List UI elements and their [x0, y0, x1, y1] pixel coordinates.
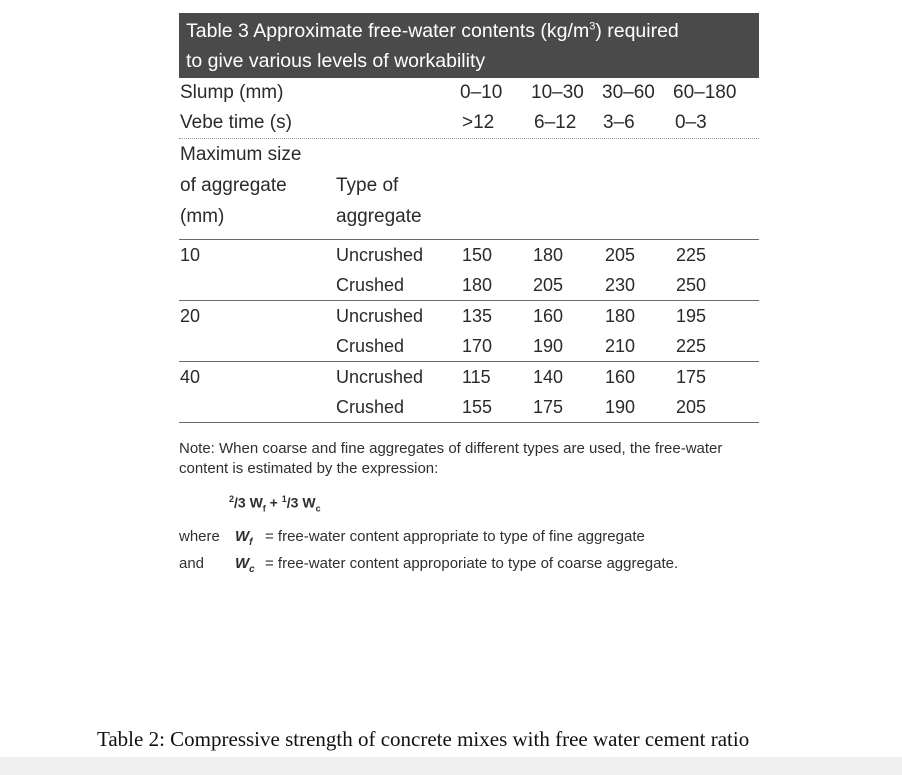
vebe-value: 0–3: [675, 112, 707, 133]
definition-wf: [179, 526, 759, 553]
vebe-value: 6–12: [534, 112, 577, 133]
table-row: [179, 301, 759, 331]
row-value: 195: [676, 306, 707, 326]
header-size-line: Maximum size: [180, 144, 302, 165]
title-text-part2: ) required: [595, 20, 679, 42]
row-value: 115: [462, 367, 491, 387]
definition-wc: [179, 553, 759, 580]
formula-part: /3 W: [286, 494, 316, 511]
row-value: 210: [605, 336, 636, 356]
footer-band: [0, 757, 902, 775]
title-superscript: 3: [589, 20, 596, 33]
wf-description: = free-water content appropriate to type of fine aggregate: [265, 528, 645, 546]
table-note: [179, 439, 759, 580]
table-row: [179, 240, 759, 270]
wc-description: = free-water content approporiate to type of coarse aggregate.: [265, 555, 679, 573]
where-word: where: [179, 528, 220, 546]
row-type: Crushed: [336, 397, 405, 417]
row-value: 250: [676, 275, 707, 295]
note-formula: [229, 489, 759, 518]
vebe-label: Vebe time (s): [180, 112, 292, 133]
row-value: 160: [533, 306, 564, 326]
and-word: and: [179, 555, 205, 573]
header-type-line: Type of: [336, 175, 399, 196]
row-value: 170: [462, 336, 493, 356]
formula-part: +: [265, 494, 282, 511]
vebe-row: [179, 108, 759, 139]
row-value: 190: [533, 336, 564, 356]
slump-value: 0–10: [460, 82, 503, 103]
formula-part: f: [262, 503, 266, 514]
row-value: 225: [676, 336, 707, 356]
wf-symbol-letter: W: [235, 528, 250, 546]
slump-label: Slump (mm): [180, 82, 284, 103]
table-body: [179, 240, 759, 423]
slump-value: 10–30: [531, 82, 584, 103]
row-size: 10: [180, 245, 201, 265]
table-title: [179, 13, 759, 78]
wc-symbol-sub: c: [249, 564, 255, 576]
row-size: 20: [180, 306, 201, 326]
table-row: [179, 392, 759, 423]
row-value: 205: [533, 275, 564, 295]
column-headers: [179, 139, 759, 240]
row-value: 205: [605, 245, 636, 265]
title-text-part1: Table 3 Approximate free-water contents (kg/m: [186, 20, 590, 42]
row-value: 150: [462, 245, 493, 265]
row-type: Uncrushed: [336, 245, 424, 265]
slump-value: 60–180: [673, 82, 737, 103]
wc-symbol: [235, 553, 265, 580]
row-value: 155: [462, 397, 493, 417]
row-value: 205: [676, 397, 707, 417]
row-type: Uncrushed: [336, 367, 424, 387]
header-size-line: of aggregate: [180, 175, 287, 196]
row-value: 225: [676, 245, 707, 265]
header-size-line: (mm): [180, 206, 225, 227]
row-type: Uncrushed: [336, 306, 424, 326]
row-value: 140: [533, 367, 564, 387]
row-value: 180: [605, 306, 636, 326]
formula-part: /3 W: [234, 494, 263, 511]
wc-symbol-letter: W: [235, 555, 250, 573]
table-row: [179, 331, 759, 362]
table-row: [179, 270, 759, 301]
table-panel: [179, 13, 759, 580]
row-type: Crushed: [336, 336, 405, 356]
slump-value: 30–60: [602, 82, 655, 103]
figure-caption: Table 2: Compressive strength of concrete mixes with free water cement ratio: [97, 727, 750, 751]
formula-part: 1: [281, 494, 287, 504]
row-value: 135: [462, 306, 493, 326]
vebe-value: 3–6: [603, 112, 635, 133]
row-value: 175: [676, 367, 707, 387]
wf-symbol: [235, 526, 265, 553]
table-title-line1: [186, 16, 753, 46]
vebe-value: >12: [462, 112, 495, 133]
wf-symbol-sub: f: [249, 537, 253, 549]
row-value: 175: [533, 397, 564, 417]
note-text: Note: When coarse and fine aggregates of different types are used, the free-water content is estimated by the expression:: [179, 440, 723, 477]
formula-part: 2: [229, 494, 235, 504]
table-title-line2: to give various levels of workability: [186, 50, 486, 72]
note-definitions: [179, 526, 759, 580]
row-value: 230: [605, 275, 636, 295]
row-value: 160: [605, 367, 636, 387]
formula-part: c: [315, 503, 321, 514]
row-value: 180: [462, 275, 493, 295]
row-value: 180: [533, 245, 564, 265]
table-row: [179, 362, 759, 392]
slump-row: [179, 78, 759, 108]
header-type-line: aggregate: [336, 206, 422, 227]
row-size: 40: [180, 367, 201, 387]
row-value: 190: [605, 397, 636, 417]
row-type: Crushed: [336, 275, 405, 295]
